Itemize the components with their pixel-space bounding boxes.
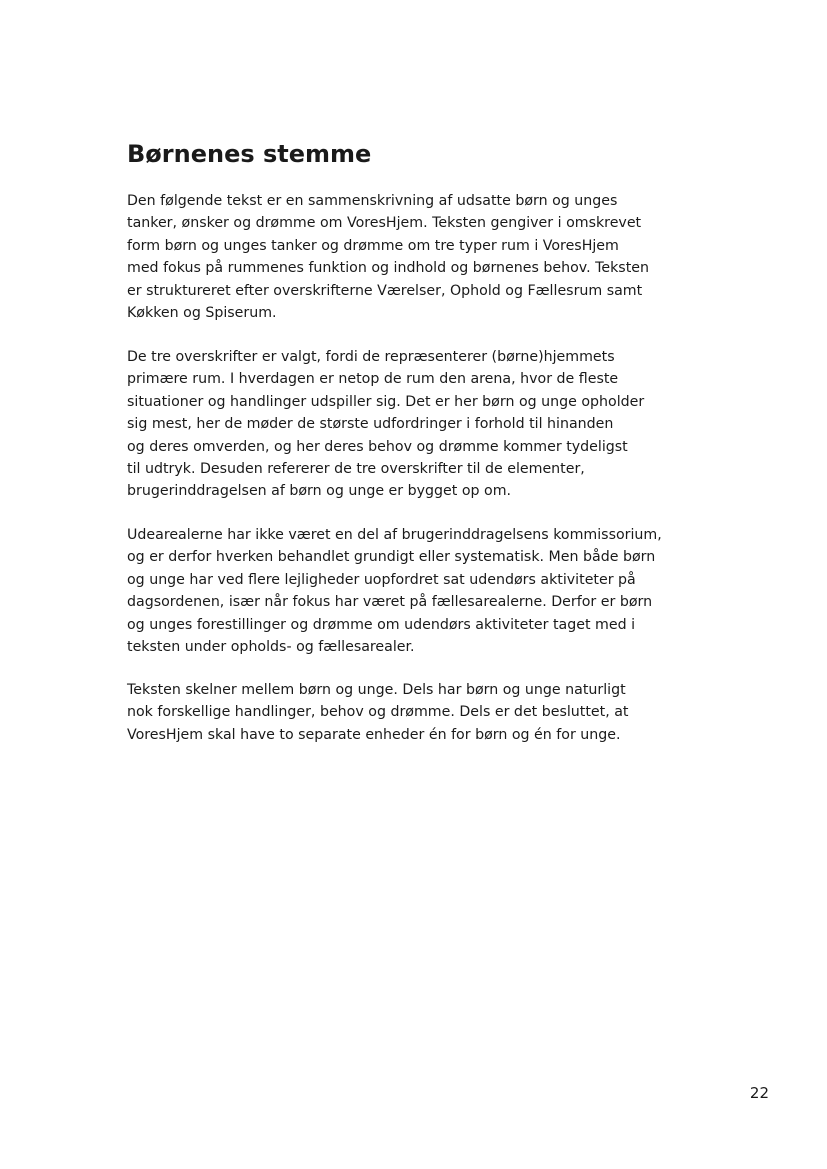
text-line: teksten under opholds- og fællesarealer.: [127, 639, 415, 656]
page-number: 22: [749, 1084, 769, 1102]
text-line: nok forskellige handlinger, behov og drømme. Dels er det besluttet, at: [127, 704, 629, 721]
text-line: Den følgende tekst er en sammenskrivning af udsatte børn og unges: [127, 193, 618, 209]
text-line: til udtryk. Desuden refererer de tre overskrifter til de elementer,: [127, 461, 585, 478]
text-line: er struktureret efter overskrifterne Værelser, Ophold og Fællesrum samt: [127, 282, 643, 299]
text-line: og er derfor hverken behandlet grundigt eller systematisk. Men både børn: [127, 549, 656, 566]
paragraph-intro: [127, 190, 649, 324]
page-title: Børnenes stemme: [127, 140, 372, 168]
text-line: tanker, ønsker og drømme om VoresHjem. Teksten gengiver i omskrevet: [127, 215, 642, 232]
text-line: Udearealerne har ikke været en del af brugerinddragelsens kommissorium,: [127, 527, 662, 543]
paragraph-children-youth: [127, 679, 629, 746]
text-line: VoresHjem skal have to separate enheder én for børn og én for unge.: [127, 726, 621, 743]
text-line: Teksten skelner mellem børn og unge. Dels har børn og unge naturligt: [127, 682, 626, 698]
text-line: med fokus på rummenes funktion og indhold og børnenes behov. Teksten: [127, 260, 649, 277]
text-line: primære rum. I hverdagen er netop de rum den arena, hvor de fleste: [127, 371, 619, 388]
text-line: De tre overskrifter er valgt, fordi de repræsenterer (børne)hjemmets: [127, 349, 615, 365]
text-line: og unge har ved flere lejligheder uopfordret sat udendørs aktiviteter på: [127, 571, 636, 588]
text-line: Køkken og Spiserum.: [127, 305, 277, 322]
text-line: og unges forestillinger og drømme om udendørs aktiviteter taget med i: [127, 616, 636, 633]
text-line: situationer og handlinger udspiller sig. Det er her børn og unge opholder: [127, 393, 645, 410]
text-line: dagsordenen, især når fokus har været på fællesarealerne. Derfor er børn: [127, 594, 653, 611]
paragraph-headings: [127, 346, 644, 503]
text-line: form børn og unges tanker og drømme om tre typer rum i VoresHjem: [127, 237, 619, 254]
text-line: og deres omverden, og her deres behov og drømme kommer tydeligst: [127, 438, 628, 455]
paragraph-outdoor-areas: [127, 524, 662, 658]
text-line: sig mest, her de møder de største udfordringer i forhold til hinanden: [127, 416, 614, 433]
text-line: brugerinddragelsen af børn og unge er bygget op om.: [127, 483, 512, 500]
